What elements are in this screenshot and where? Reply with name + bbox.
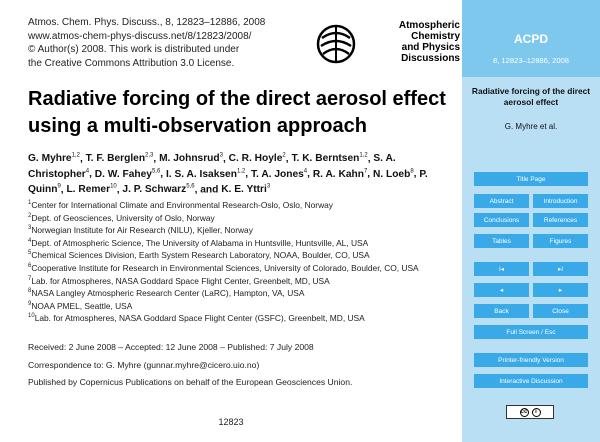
affiliation (28, 286, 460, 299)
affiliation-text: Chemical Sciences Division, Earth System Research Laboratory, NOAA, Boulder, CO, USA (31, 250, 370, 261)
affiliation-number: 5 (28, 250, 32, 257)
author-name: G. Myhre (28, 153, 72, 165)
author-name: M. Johnsrud (159, 153, 220, 165)
logo-line: Chemistry (411, 31, 460, 42)
first-page-button[interactable]: I◂ (474, 262, 529, 276)
close-button[interactable]: Close (533, 304, 588, 318)
author-affiliation-mark: 2,3 (145, 153, 154, 159)
author-name: T. K. Berntsen (291, 153, 360, 165)
author (313, 169, 367, 180)
cc-license-badge[interactable] (506, 405, 554, 419)
author-name: J. P. Schwarz (122, 184, 187, 196)
header-line: © Author(s) 2008. This work is distributed under (28, 44, 240, 55)
journal-acronym: ACPD (513, 32, 548, 46)
affiliation-number: 3 (28, 225, 32, 232)
author-name: L. Remer (66, 184, 111, 196)
author-affiliation-mark: 10 (110, 183, 117, 190)
paper-title: Radiative forcing of the direct aerosol effect using a multi-observation approach (28, 88, 446, 137)
author (122, 184, 194, 195)
author-affiliation-mark: 1,2 (71, 153, 80, 159)
affiliation-number: 10 (28, 313, 35, 320)
introduction-button[interactable]: Introduction (533, 194, 588, 208)
logo-text (358, 20, 460, 64)
author-affiliation-mark: 4 (85, 168, 90, 175)
journal-reference: 8, 12823–12886, 2008 (492, 56, 569, 65)
author-affiliation-mark: 4 (303, 168, 308, 175)
header-line: the Creative Commons Attribution 3.0 License. (28, 57, 235, 69)
author-name: P. Quinn (28, 168, 428, 196)
author-affiliation-mark: 5,6 (186, 183, 195, 190)
abstract-button[interactable]: Abstract (474, 194, 529, 208)
author (86, 153, 154, 164)
affiliation (28, 211, 460, 224)
back-button[interactable]: Back (474, 304, 529, 318)
affiliation-text: Lab. for Atmospheres, NASA Goddard Space Flight Center, Greenbelt, MD, USA (31, 275, 330, 286)
printer-friendly-button[interactable]: Printer-friendly Version (474, 353, 588, 367)
received-dates: Received: 2 June 2008 – Accepted: 12 June 2008 – Published: 7 July 2008 (28, 342, 314, 352)
header-line[interactable]: www.atmos-chem-phys-discuss.net/8/12823/2008/ (28, 30, 252, 42)
affiliation-text: NASA Langley Atmospheric Research Center (LaRC), Hampton, VA, USA (31, 287, 305, 298)
fullscreen-button[interactable]: Full Screen / Esc (474, 325, 588, 339)
affiliation-number: 6 (28, 262, 32, 269)
cc-icon: cc (520, 409, 528, 415)
author-name: T. F. Berglen (85, 153, 146, 165)
author-name: I. S. A. Isaksen (165, 168, 237, 180)
author-name: T. A. Jones (250, 168, 304, 180)
attribution-icon: i (532, 408, 541, 417)
author-list: G. Myhre$^{1,2}$, T. F. Berglen$^{2,3}$, M. Johnsrud$^3$, C. R. Hoyle$^2$, T. K. Berntsen$^{1,2}$, S. A. Christopher$^4$, D. W. Fahey$^{5,6}$, I. S. A. Isaksen$^{1,2}$, T. A. Jones$^4$, R. A. Kahn$^7$, N. Loeb$^8$, P. Quinn$^9$, L. Remer$^{10}$, J. P. Schwarz$^{5,6}$, and K. E. Yttri$^3$ (28, 153, 428, 196)
affiliation (28, 274, 460, 287)
author-affiliation-mark: 2 (282, 153, 286, 159)
author (66, 184, 116, 195)
author-name: N. Loeb (372, 168, 411, 180)
egu-logo-icon (316, 24, 356, 64)
author-affiliation-mark: 3 (266, 183, 271, 190)
affiliation-text: Center for International Climate and Environmental Research-Oslo, Oslo, Norway (31, 199, 333, 210)
author (221, 184, 270, 195)
affiliation-number: 7 (28, 275, 32, 282)
affiliation-number: 2 (28, 212, 32, 219)
author-name: C. R. Hoyle (228, 153, 283, 165)
affiliation-number: 4 (28, 237, 32, 244)
author-affiliation-mark: 1,2 (359, 153, 368, 159)
figures-button[interactable]: Figures (533, 234, 588, 248)
affiliation-list (28, 198, 460, 324)
affiliation-text: Dept. of Geosciences, University of Oslo, Norway (31, 212, 215, 223)
prev-page-button[interactable]: ◂ (474, 283, 529, 297)
affiliation-text: NOAA PMEL, Seattle, USA (31, 300, 133, 311)
affiliation (28, 261, 460, 274)
affiliation-text: Cooperative Institute for Research in Environmental Sciences, University of Colorado, Boulder, CO, USA (31, 262, 419, 273)
author (373, 169, 414, 180)
affiliation-text: Dept. of Atmospheric Science, The University of Alabama in Huntsville, Huntsville, AL, USA (31, 237, 369, 248)
author-affiliation-mark: 8 (410, 168, 414, 175)
affiliation (28, 236, 460, 249)
author-affiliation-mark: 1,2 (236, 168, 246, 175)
interactive-discussion-button[interactable]: Interactive Discussion (474, 374, 588, 388)
affiliation (28, 248, 460, 261)
affiliation-number: 1 (28, 200, 32, 206)
publisher-note: Published by Copernicus Publications on behalf of the European Geosciences Union. (28, 377, 353, 387)
journal-logo (314, 20, 462, 70)
affiliation-number: 9 (28, 300, 32, 307)
last-page-button[interactable]: ▸I (533, 262, 588, 276)
author-name: R. A. Kahn (312, 168, 364, 180)
next-page-button[interactable]: ▸ (533, 283, 588, 297)
references-button[interactable]: References (533, 213, 588, 227)
affiliation (28, 299, 460, 312)
author (291, 153, 367, 164)
correspondence: Correspondence to: G. Myhre (gunnar.myhre@cicero.uio.no) (28, 360, 260, 370)
author (28, 153, 80, 164)
author (166, 169, 245, 180)
author (159, 153, 223, 164)
author-name: D. W. Fahey (94, 168, 152, 180)
title-page-button[interactable]: Title Page (474, 172, 588, 186)
citation-header (28, 16, 265, 70)
tables-button[interactable]: Tables (474, 234, 529, 248)
header-line: Atmos. Chem. Phys. Discuss., 8, 12823–12886, 2008 (28, 17, 266, 28)
author-affiliation-mark: 3 (219, 153, 223, 159)
author-affiliation-mark: 5,6 (151, 168, 161, 175)
sidebar-title: Radiative forcing of the direct aerosol effect (471, 86, 591, 107)
author-name: S. A. Christopher (28, 153, 396, 180)
sidebar (462, 0, 600, 442)
affiliation-number: 8 (28, 288, 32, 295)
logo-line: Atmospheric (398, 20, 460, 31)
logo-line: Discussions (401, 53, 460, 64)
affiliation-text: Lab. for Atmospheres, NASA Goddard Space Flight Center (GSFC), Greenbelt, MD, USA (34, 313, 365, 324)
author-name: K. E. Yttri (221, 184, 267, 196)
author-affiliation-mark: 9 (57, 183, 61, 190)
author (251, 169, 307, 180)
author (229, 153, 286, 164)
sidebar-authors: G. Myhre et al. (504, 122, 558, 131)
affiliation (28, 311, 460, 324)
author-affiliation-mark: 7 (363, 168, 368, 175)
affiliation (28, 198, 460, 211)
page-number: 12823 (218, 417, 244, 427)
author (95, 169, 161, 180)
logo-line: and Physics (401, 42, 460, 53)
affiliation-text: Norwegian Institute for Air Research (NILU), Kjeller, Norway (31, 224, 253, 235)
affiliation (28, 223, 460, 236)
conclusions-button[interactable]: Conclusions (474, 213, 529, 227)
